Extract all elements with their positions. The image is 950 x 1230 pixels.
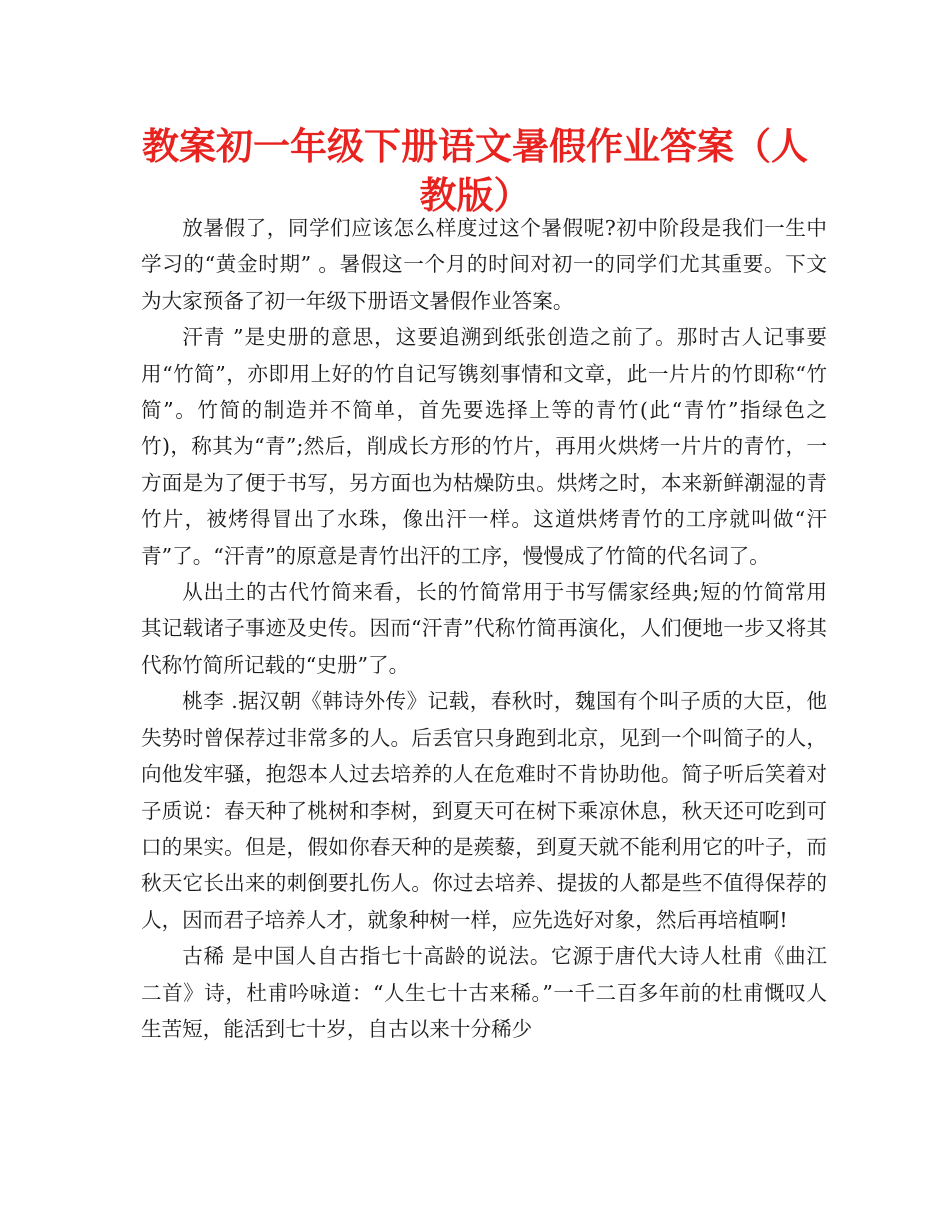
- paragraph-intro: 放暑假了，同学们应该怎么样度过这个暑假呢?初中阶段是我们一生中学习的“黄金时期” 。暑假这一个月的时间对初一的同学们尤其重要。下文为大家预备了初一年级下册语文暑假作业答案。: [141, 216, 827, 313]
- paragraph-guxi: 古稀 是中国人自古指七十高龄的说法。它源于唐代大诗人杜甫《曲江二首》诗，杜甫吟咏道：“人生七十古来稀。”一千二百多年前的杜甫慨叹人生苦短，能活到七十岁，自古以来十分稀少: [141, 944, 827, 1041]
- paragraph-taoli: 桃李 .据汉朝《韩诗外传》记载，春秋时，魏国有个叫子质的大臣，他失势时曾保荐过非常多的人。后丢官只身跑到北京，见到一个叫简子的人，向他发牢骚，抱怨本人过去培养的人在危难时不肯协助他。简子听后笑着对子质说：春天种了桃树和李树，到夏天可在树下乘凉休息，秋天还可吃到可口的果实。但是，假如你春天种的是蒺藜，到夏天就不能利用它的叶子，而秋天它长出来的刺倒要扎伤人。你过去培养、提拔的人都是些不值得保荐的人，因而君子培养人才，就象种树一样，应先选好对象，然后再培植啊!: [141, 689, 827, 932]
- paragraph-bamboo-slips: 从出土的古代竹简来看，长的竹简常用于书写儒家经典;短的竹简常用其记载诸子事迹及史传。因而“汗青”代称竹简再演化，人们便地一步又将其代称竹简所记载的“史册”了。: [141, 580, 827, 677]
- document-body: [141, 210, 827, 1047]
- paragraph-hanqing: 汗青 ”是史册的意思，这要追溯到纸张创造之前了。那时古人记事要用“竹简”，亦即用上好的竹自记写镌刻事情和文章，此一片片的竹即称“竹简”。竹简的制造并不简单，首先要选择上等的青竹(此“青竹”指绿色之竹)，称其为“青”;然后，削成长方形的竹片，再用火烘烤一片片的青竹，一方面是为了便于书写，另方面也为枯燥防虫。烘烤之时，本来新鲜潮湿的青竹片，被烤得冒出了水珠，像出汗一样。这道烘烤青竹的工序就叫做“汗青”了。“汗青”的原意是青竹出汗的工序，慢慢成了竹简的代名词了。: [141, 325, 827, 568]
- document-title: 教案初一年级下册语文暑假作业答案（人教版）: [142, 125, 808, 217]
